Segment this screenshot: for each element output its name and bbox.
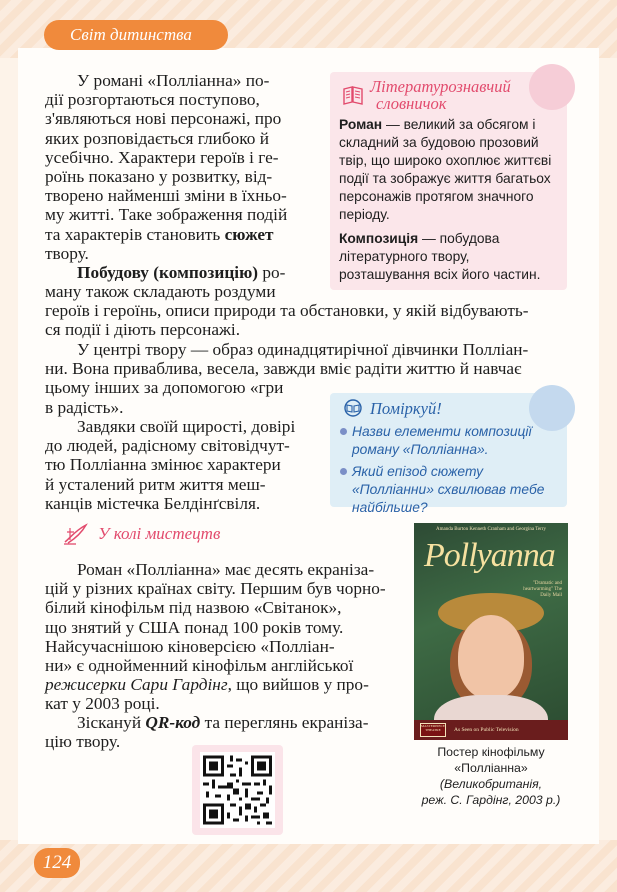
qr-term: QR-код: [145, 713, 201, 732]
literary-dictionary-box: [330, 72, 567, 290]
paragraph-center: У центрі твору — образ одинадцятирічної дівчинки Полліан- ни. Вона приваблива, весела, завжди вміє радіти життю й навчає цьому інших за допомогою «гри в радість».: [45, 340, 529, 417]
dictionary-body: Роман — великий за обсягом і складний за будовою прозовий твір, що широко охоплює життєві події та зображує життя багатьох персонажів протягом значного періоду. Композиція — побудова літературного твору, розташування всіх його частин.: [339, 117, 552, 282]
footer-band: [0, 840, 617, 892]
section-title: Світ дитинства: [44, 20, 228, 50]
qr-code-frame: [192, 745, 283, 835]
poster-tagline: As Seen on Public Television: [454, 727, 519, 733]
think-questions: [330, 417, 567, 517]
open-book-icon: [342, 399, 364, 417]
paragraph-adaptations: Роман «Полліанна» має десять екраніза- цій у різних країнах світу. Першим був чорно- білий кінофільм під назвою «Світанок», що знятий у США понад 100 років тому. Найсучаснішою кіноверсією «Полліан- ни» є однойменний кінофільм англійської режисерки Сари Гардінг, що вийшов у про- кат у 2003 році.: [45, 560, 386, 714]
poster-footer: [414, 720, 568, 740]
dictionary-title-2: словничок: [376, 94, 447, 113]
term-composition: Побудову (композицію): [77, 263, 259, 282]
term-plot: сюжет: [224, 224, 274, 244]
paragraph-composition: Побудову (композицію) ро- ману також складають роздуми: [45, 263, 286, 302]
book-icon: [342, 85, 364, 105]
think-title: Поміркуй!: [370, 398, 442, 418]
paragraph-sincerity: Завдяки своїй щирості, довірі до людей, радісному світовідчут- тю Полліанна змінює характери й усталений ритм життя меш- канців містечка Белдінґсвіля.: [45, 417, 296, 513]
question-2: Який епізод сюжету «Полліанни» схвилював тебе найбільше?: [344, 463, 555, 517]
question-1: Назви елементи композиції роману «Полліанна».: [344, 423, 555, 459]
think-box: [330, 393, 567, 515]
director-name: режисерки Сари Гардінг: [45, 675, 228, 695]
poster-credits: Amanda Burton Kenneth Cranham and Georgina Terry: [436, 527, 546, 532]
poster-face: [458, 615, 524, 699]
art-section-title: У колі мистецтв: [98, 524, 221, 543]
poster-caption: Постер кінофільму «Полліанна» (Великобританія, реж. С. Гардінг, 2003 р.): [421, 745, 561, 807]
paragraph-composition-wide: героїв і героїнь, описи природи та обстановки, у якій відбувають- ся події і діють персонажі.: [45, 301, 529, 340]
poster-quote: "Dramatic and heartwarming" The Daily Mail: [523, 581, 562, 598]
masterpiece-logo: MASTERPIECE THEATRE: [420, 723, 446, 737]
decor-circle: [529, 64, 575, 110]
page-number: 124: [34, 848, 80, 878]
paragraph-plot: У романі «Полліанна» по- дії розгортаються поступово, з'являються нові персонажі, про яких розповідається глибоко й усебічно. Характери героїв і ге- роїнь показано у розвитку, від- творено найменші зміни в їхньо- му житті. Таке зображення подій та характерів становить сюжет твору.: [45, 71, 288, 263]
poster-title: Pollyanna: [424, 537, 555, 574]
dictionary-title: Літературознавчий: [370, 77, 511, 96]
movie-poster: [414, 523, 568, 740]
quill-icon: [62, 522, 90, 546]
term-novel: Роман: [339, 117, 383, 132]
art-section-header: [62, 522, 220, 546]
paragraph-scan-qr: Зіскануй QR-код та переглянь екраніза- цію твору.: [45, 713, 369, 752]
qr-code[interactable]: [200, 752, 275, 828]
term-composition-def: Композиція: [339, 231, 419, 246]
